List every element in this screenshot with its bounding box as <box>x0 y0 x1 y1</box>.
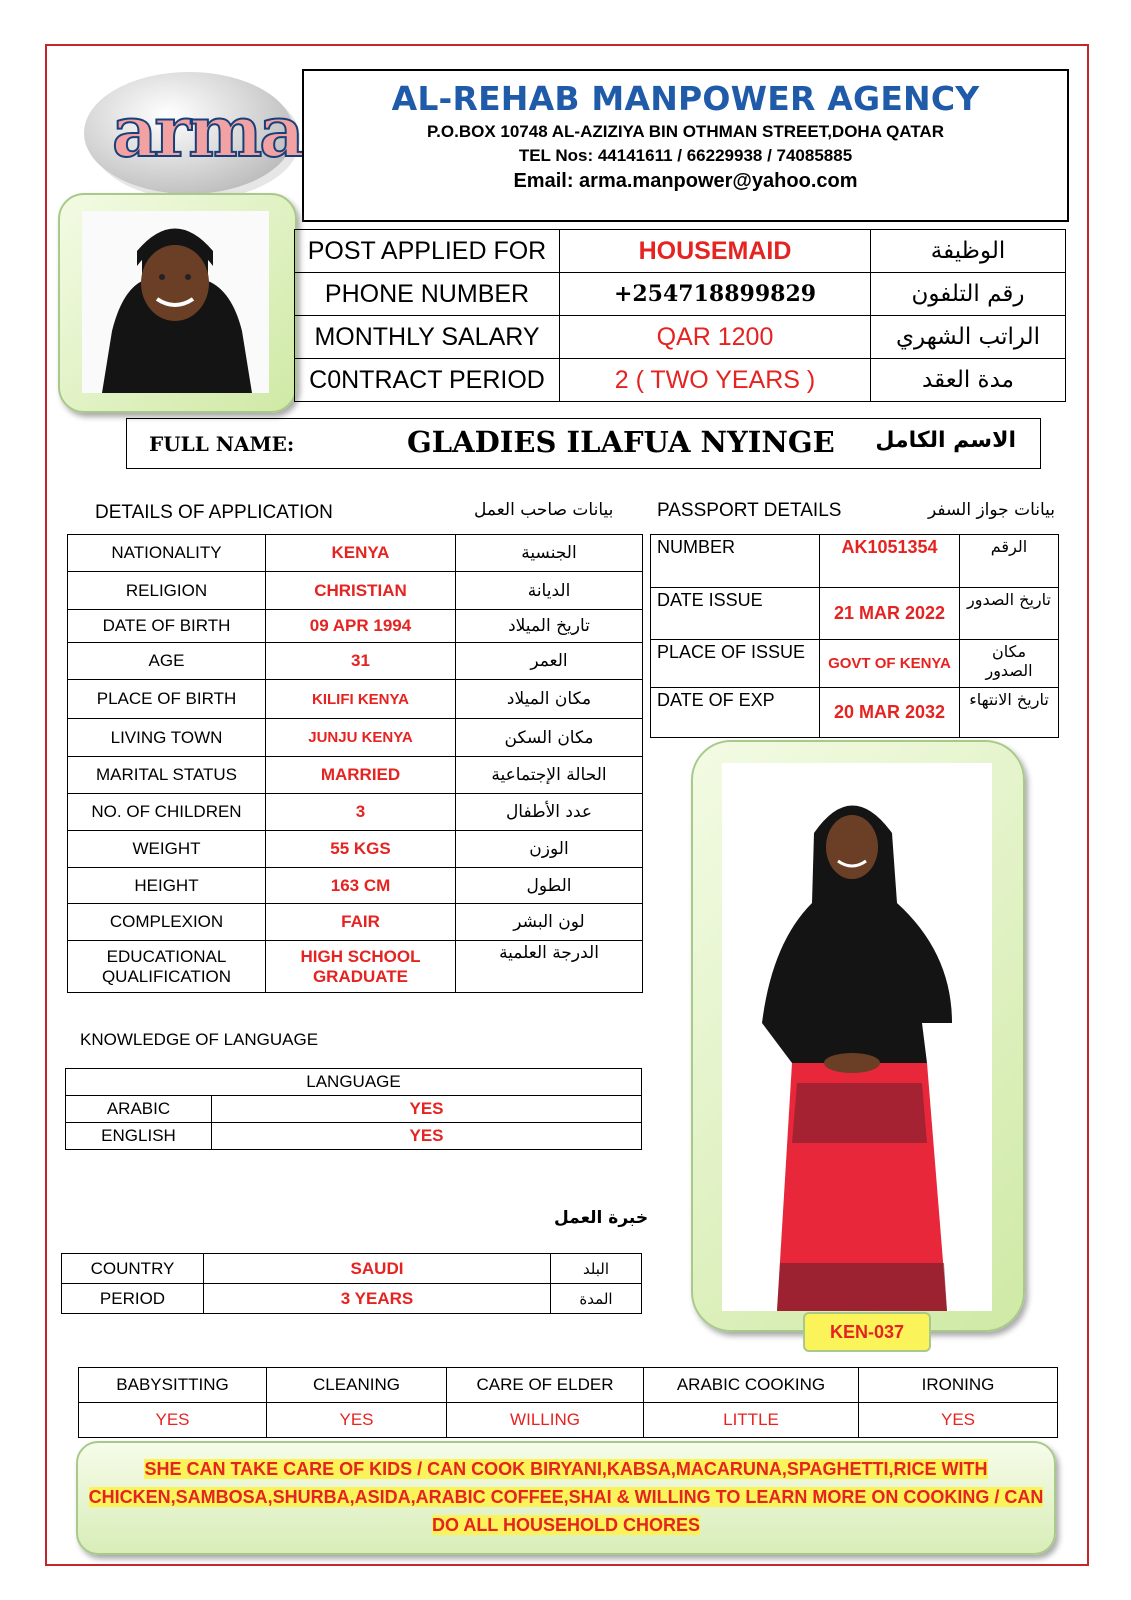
passport-arabic: تاريخ الانتهاء <box>960 688 1059 738</box>
detail-value: JUNJU KENYA <box>266 719 456 757</box>
passport-value: 21 MAR 2022 <box>820 588 960 640</box>
agency-address: P.O.BOX 10748 AL-AZIZIYA BIN OTHMAN STREET,DOHA QATAR <box>427 122 944 141</box>
experience-label: COUNTRY <box>62 1254 204 1284</box>
detail-value: 09 APR 1994 <box>266 610 456 643</box>
detail-value: 3 <box>266 794 456 831</box>
detail-label: RELIGION <box>68 572 266 610</box>
detail-value: HIGH SCHOOL GRADUATE <box>266 941 456 993</box>
table-row <box>62 1254 642 1284</box>
post-table <box>294 229 1066 402</box>
passport-label: DATE OF EXP <box>651 688 820 738</box>
skill-header: IRONING <box>859 1368 1058 1403</box>
experience-title-arabic: خبرة العمل <box>554 1208 649 1228</box>
post-arabic: الوظيفة <box>871 230 1066 273</box>
skills-table <box>78 1367 1058 1438</box>
skill-value: YES <box>267 1403 447 1438</box>
agency-header <box>302 69 1069 222</box>
detail-value: 163 CM <box>266 868 456 904</box>
table-row <box>66 1123 642 1150</box>
full-name-box <box>126 418 1041 469</box>
contract-value: 2 ( TWO YEARS ) <box>560 359 871 402</box>
detail-value: 31 <box>266 643 456 680</box>
detail-label: LIVING TOWN <box>68 719 266 757</box>
phone-value: +254718899829 <box>560 273 871 316</box>
skill-header: CARE OF ELDER <box>447 1368 644 1403</box>
passport-label: DATE ISSUE <box>651 588 820 640</box>
contract-arabic: مدة العقد <box>871 359 1066 402</box>
detail-arabic: الدرجة العلمية <box>456 941 643 993</box>
detail-arabic: تاريخ الميلاد <box>456 610 643 643</box>
contract-label: C0NTRACT PERIOD <box>295 359 560 402</box>
table-row <box>651 640 1059 688</box>
language-title: KNOWLEDGE OF LANGUAGE <box>80 1030 319 1049</box>
table-row <box>68 719 643 757</box>
passport-value: 20 MAR 2032 <box>820 688 960 738</box>
post-value: HOUSEMAID <box>560 230 871 273</box>
experience-arabic: البلد <box>551 1254 642 1284</box>
table-row <box>68 643 643 680</box>
detail-value: MARRIED <box>266 757 456 794</box>
language-label: ARABIC <box>66 1096 212 1123</box>
full-name-label: FULL NAME: <box>149 432 295 456</box>
detail-label: PLACE OF BIRTH <box>68 680 266 719</box>
table-row <box>295 359 1066 402</box>
agency-email: Email: arma.manpower@yahoo.com <box>513 170 858 192</box>
phone-label: PHONE NUMBER <box>295 273 560 316</box>
passport-label: NUMBER <box>651 535 820 588</box>
detail-arabic: العمر <box>456 643 643 680</box>
language-header: LANGUAGE <box>66 1069 642 1096</box>
passport-arabic: الرقم <box>960 535 1059 588</box>
language-label: ENGLISH <box>66 1123 212 1150</box>
detail-arabic: الحالة الإجتماعية <box>456 757 643 794</box>
passport-table <box>650 534 1059 738</box>
phone-arabic: رقم التلفون <box>871 273 1066 316</box>
remarks-line: CHICKEN,SAMBOSA,SHURBA,ASIDA,ARABIC COFFEE,SHAI & WILLING TO LEARN MORE ON COOKING / CAN <box>88 1487 1044 1507</box>
agency-tel: TEL Nos: 44141611 / 66229938 / 74085885 <box>518 146 853 165</box>
table-row <box>68 680 643 719</box>
table-row <box>79 1403 1058 1438</box>
skill-value: LITTLE <box>644 1403 859 1438</box>
table-row <box>295 273 1066 316</box>
experience-arabic: المدة <box>551 1284 642 1314</box>
table-row <box>66 1069 642 1096</box>
detail-label: MARITAL STATUS <box>68 757 266 794</box>
detail-arabic: الديانة <box>456 572 643 610</box>
detail-arabic: عدد الأطفال <box>456 794 643 831</box>
agency-logo-text: arma <box>112 90 302 173</box>
table-row <box>68 941 643 993</box>
table-row <box>62 1284 642 1314</box>
experience-value: SAUDI <box>204 1254 551 1284</box>
detail-arabic: الوزن <box>456 831 643 868</box>
detail-value: FAIR <box>266 904 456 941</box>
table-row <box>68 794 643 831</box>
detail-value: KILIFI KENYA <box>266 680 456 719</box>
table-row <box>68 904 643 941</box>
experience-value: 3 YEARS <box>204 1284 551 1314</box>
skill-value: WILLING <box>447 1403 644 1438</box>
detail-label: NATIONALITY <box>68 535 266 572</box>
remarks-line: SHE CAN TAKE CARE OF KIDS / CAN COOK BIRYANI,KABSA,MACARUNA,SPAGHETTI,RICE WITH <box>144 1459 988 1479</box>
portrait-illustration <box>82 211 269 393</box>
passport-value: GOVT OF KENYA <box>820 640 960 688</box>
details-table <box>67 534 643 993</box>
details-title-arabic: بيانات صاحب العمل <box>474 500 614 520</box>
portrait-photo <box>82 211 269 393</box>
detail-label: NO. OF CHILDREN <box>68 794 266 831</box>
detail-value: 55 KGS <box>266 831 456 868</box>
table-row <box>68 831 643 868</box>
detail-label: COMPLEXION <box>68 904 266 941</box>
passport-title: PASSPORT DETAILS <box>657 500 842 521</box>
full-name-value: GLADIES ILAFUA NYINGE <box>407 425 835 459</box>
detail-arabic: مكان الميلاد <box>456 680 643 719</box>
reference-code: KEN-037 <box>803 1312 931 1352</box>
skill-header: ARABIC COOKING <box>644 1368 859 1403</box>
table-row <box>295 230 1066 273</box>
detail-label: EDUCATIONAL QUALIFICATION <box>68 941 266 993</box>
skill-header: CLEANING <box>267 1368 447 1403</box>
language-table <box>65 1068 642 1150</box>
language-value: YES <box>212 1096 642 1123</box>
skill-value: YES <box>859 1403 1058 1438</box>
table-row <box>651 588 1059 640</box>
language-value: YES <box>212 1123 642 1150</box>
remarks-box <box>76 1441 1056 1555</box>
detail-label: AGE <box>68 643 266 680</box>
detail-arabic: الطول <box>456 868 643 904</box>
agency-name: AL-REHAB MANPOWER AGENCY <box>391 79 980 118</box>
salary-label: MONTHLY SALARY <box>295 316 560 359</box>
table-row <box>651 535 1059 588</box>
full-name-arabic: الاسم الكامل <box>875 428 1016 453</box>
full-body-illustration <box>722 763 992 1311</box>
salary-arabic: الراتب الشهري <box>871 316 1066 359</box>
table-row <box>66 1096 642 1123</box>
detail-value: KENYA <box>266 535 456 572</box>
table-row <box>68 572 643 610</box>
detail-arabic: مكان السكن <box>456 719 643 757</box>
detail-label: DATE OF BIRTH <box>68 610 266 643</box>
table-row <box>68 610 643 643</box>
detail-arabic: الجنسية <box>456 535 643 572</box>
remarks-line: DO ALL HOUSEHOLD CHORES <box>431 1515 700 1535</box>
salary-value: QAR 1200 <box>560 316 871 359</box>
experience-table <box>61 1253 642 1314</box>
details-title: DETAILS OF APPLICATION <box>95 502 333 523</box>
table-row <box>79 1368 1058 1403</box>
table-row <box>68 535 643 572</box>
table-row <box>651 688 1059 738</box>
passport-arabic: تاريخ الصدور <box>960 588 1059 640</box>
experience-label: PERIOD <box>62 1284 204 1314</box>
detail-arabic: لون البشر <box>456 904 643 941</box>
table-row <box>295 316 1066 359</box>
skill-value: YES <box>79 1403 267 1438</box>
detail-label: WEIGHT <box>68 831 266 868</box>
passport-label: PLACE OF ISSUE <box>651 640 820 688</box>
skill-header: BABYSITTING <box>79 1368 267 1403</box>
passport-value: AK1051354 <box>820 535 960 588</box>
passport-arabic: مكان الصدور <box>960 640 1059 688</box>
table-row <box>68 868 643 904</box>
full-body-photo <box>722 763 992 1311</box>
table-row <box>68 757 643 794</box>
passport-title-arabic: بيانات جواز السفر <box>928 500 1056 520</box>
detail-value: CHRISTIAN <box>266 572 456 610</box>
detail-label: HEIGHT <box>68 868 266 904</box>
post-label: POST APPLIED FOR <box>295 230 560 273</box>
